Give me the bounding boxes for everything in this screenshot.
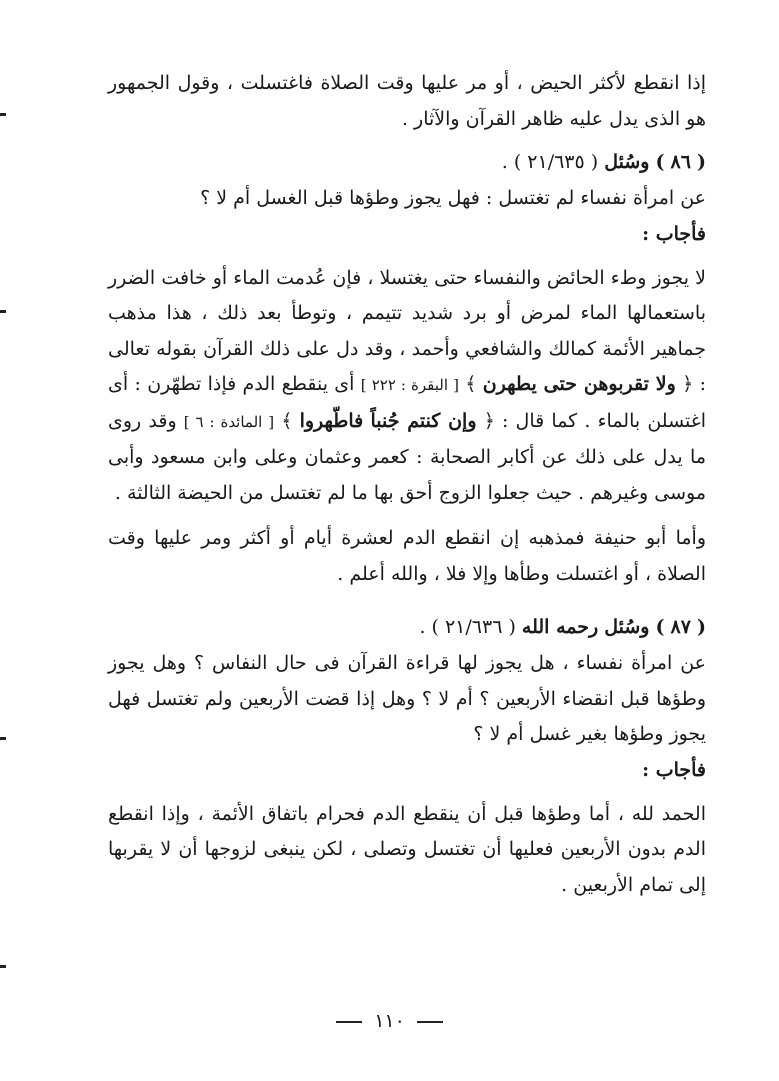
answer-paragraph [108, 797, 706, 904]
text-line: الجمهور هو الذى يدل عليه ظاهر القرآن والآثار . [108, 72, 706, 130]
text-line: الصلاة ، أو اغتسلت وطأها وإلا فلا ، والله أعلم . [337, 562, 706, 585]
question-heading-86: ( ٨٦ ) وسُئل ( ٢١/٦٣٥ ) . [501, 151, 706, 173]
margin-mark [0, 113, 6, 116]
text-line: فهل يجوز وطؤها بغير غسل أم لا ؟ [108, 687, 706, 745]
question-asked: وسُئل [604, 151, 650, 173]
footer-dash [336, 1021, 362, 1023]
abu-hanifa-paragraph [108, 521, 706, 592]
quran-reference: [ البقرة : ٢٢٢ ] [360, 376, 459, 394]
question-text: عن امرأة نفساء لم تغتسل : فهل يجوز وطؤها قبل الغسل أم لا ؟ [200, 187, 706, 209]
answer-label: فأجاب : [642, 758, 706, 781]
margin-mark [0, 737, 6, 740]
question-heading-87: ( ٨٧ ) وسُئل رحمه الله ( ٢١/٦٣٦ ) . [419, 616, 706, 638]
text-line: أحق بها ما لم تغتسل من الحيضة الثالثة . [114, 481, 433, 504]
intro-paragraph [108, 66, 706, 137]
text-line: الضرر باستعمالها الماء لمرض أو برد شديد تتيمم ، وتوطأ بعد ذلك ، هذا [108, 266, 706, 324]
quran-quote: ولا تقربوهن حتى يطهرن [482, 373, 676, 395]
question-reference: ( ٢١/٦٣٥ ) . [501, 151, 599, 173]
text-line: لا يجوز وطء الحائض والنفساء حتى يغتسلا ، فإن عُدمت الماء أو خافت [161, 266, 706, 289]
question-number: ٨٧ [670, 616, 691, 638]
margin-mark [0, 310, 6, 313]
text-line: انقطع الدم بدون الأربعين فعليها أن تغتسل وتصلى ، لكن ينبغى لزوجها أن [108, 802, 707, 860]
margin-mark [0, 965, 6, 968]
quran-reference: [ المائدة : ٦ ] [183, 412, 275, 431]
footer-dash [417, 1021, 443, 1023]
question-text [108, 646, 706, 753]
text-line: مذهب جماهير الأئمة كمالك والشافعي وأحمد ، وقد دل على ذلك القرآن [108, 302, 706, 360]
text-line: لا يقربها إلى تمام الأربعين . [108, 838, 706, 896]
question-number: ٨٦ [670, 151, 691, 173]
page-footer [0, 1010, 779, 1032]
quran-quote: وإن كنتم جُنباً [370, 409, 477, 432]
text-line: وطؤها قبل انقضاء الأربعين ؟ أم لا ؟ وهل إذا قضت الأربعين ولم تغتسل [146, 687, 706, 710]
honorific: رحمه الله [521, 616, 599, 638]
text-line: وأما أبو حنيفة فمذهبه إن انقطع الدم لعشرة أيام أو أكثر ومر عليها وقت [108, 527, 706, 549]
page-number: ١١٠ [374, 1010, 405, 1032]
text-line: الحمد لله ، أما وطؤها قبل أن ينقطع الدم فحرام باتفاق الأئمة ، وإذا [161, 802, 706, 825]
answer-paragraph: لا يجوز وطء الحائض والنفساء حتى يغتسلا ، فإن عُدمت الماء أو خافت الضرر باستعمالها الماء لمرض أو برد شديد تتيمم ، وتوطأ بعد ذلك ، هذا مذهب جماهير الأئمة كمالك والشافعي وأحمد ، وقد دل على ذلك القرآن بقوله تعالى : ﴿ ولا تقربوهن حتى يطهرن ﴾ [ البقرة : ٢٢٢ ] أى ينقطع الدم فإذا تطهّرن : أى اغتسلن بالماء . كما قال : ﴿ وإن كنتم جُنباً فاطّهروا ﴾ [ المائدة : ٦ ] وقد روى ما يدل على ذلك عن أكابر الصحابة : كعمر وعثمان وعلى وابن مسعود وأبى موسى وغيرهم . حيث جعلوا الزوج أحق بها ما لم تغتسل من الحيضة الثالثة . [108, 266, 706, 504]
question-asked: وسُئل [604, 616, 650, 638]
page-body [108, 66, 706, 903]
text-line: إذا انقطع لأكثر الحيض ، أو مر عليها وقت الصلاة فاغتسلت ، وقول [177, 72, 706, 94]
question-reference: ( ٢١/٦٣٦ ) . [419, 616, 516, 638]
text-line: كعمر وعثمان وعلى وابن مسعود وأبى موسى وغيرهم . حيث جعلوا الزوج [108, 446, 706, 504]
quran-quote: فاطّهروا [299, 409, 364, 432]
text-line: عن امرأة نفساء ، هل يجوز لها قراءة القرآن فى حال النفاس ؟ وهل يجوز [108, 652, 706, 674]
answer-label: فأجاب : [642, 222, 706, 245]
